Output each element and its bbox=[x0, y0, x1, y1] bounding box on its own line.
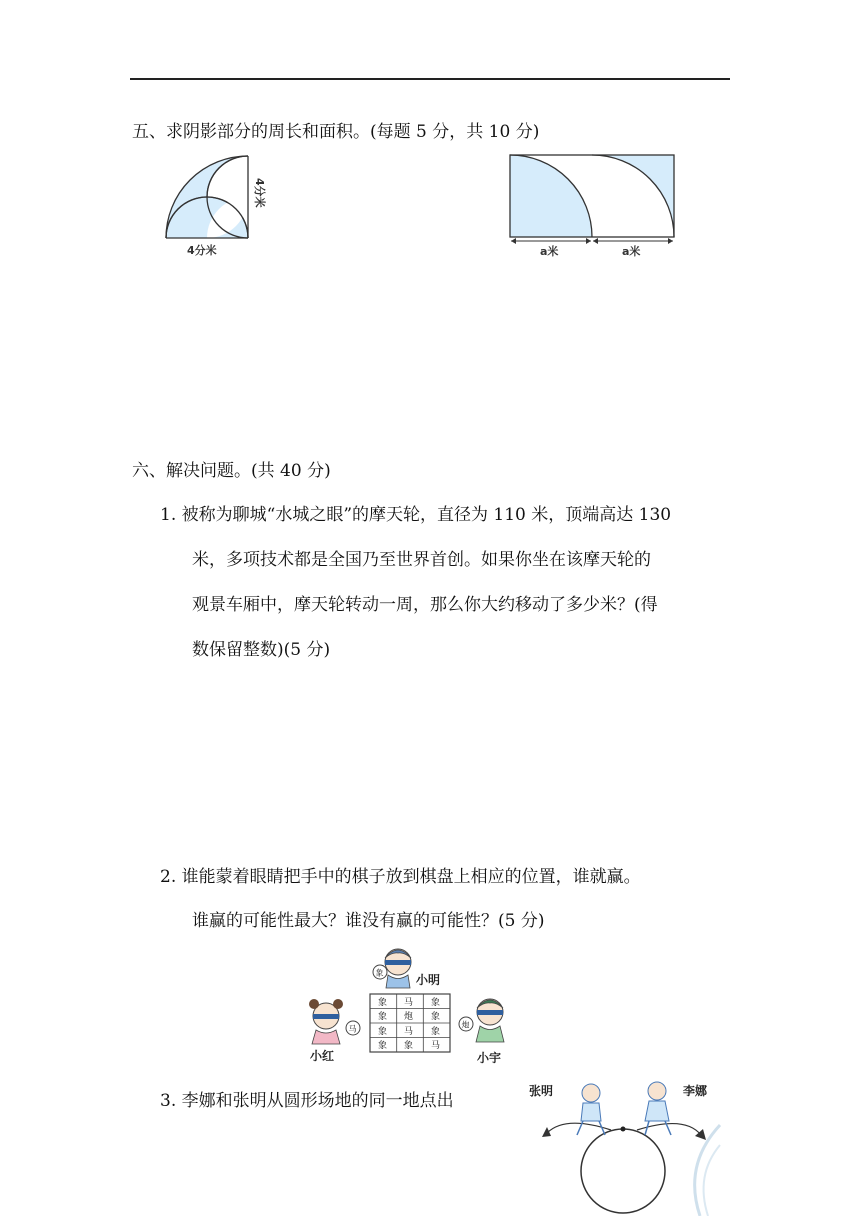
board-cell: 马 bbox=[404, 1027, 414, 1037]
board-cell: 象 bbox=[431, 1027, 441, 1037]
board-cell: 象 bbox=[431, 1012, 441, 1022]
board-cell: 象 bbox=[404, 1041, 414, 1051]
figure-1-shaded-quarter-circles bbox=[160, 150, 266, 260]
fig1-bottom-label: 4分米 bbox=[187, 244, 217, 257]
kid-xiaoming bbox=[373, 949, 440, 988]
field-circle bbox=[581, 1129, 665, 1213]
name-zhangming: 张明 bbox=[529, 1084, 554, 1098]
section-6-heading: 六、解决问题。(共 40 分) bbox=[132, 461, 331, 481]
q2-line-1: 2. 谁能蒙着眼睛把手中的棋子放到棋盘上相应的位置，谁就赢。 bbox=[160, 867, 641, 887]
top-rule bbox=[130, 78, 730, 80]
piece-right: 炮 bbox=[461, 1020, 470, 1030]
q1-line-1: 1. 被称为聊城“水城之眼”的摩天轮，直径为 110 米，顶端高达 130 bbox=[160, 505, 672, 525]
board-cell: 马 bbox=[404, 998, 414, 1008]
circular-field-illustration bbox=[525, 1075, 720, 1216]
kid-name-right: 小宇 bbox=[477, 1051, 502, 1065]
kid-xiaohong bbox=[309, 999, 360, 1063]
board-cell: 象 bbox=[378, 1041, 388, 1051]
q1-line-2: 米，多项技术都是全国乃至世界首创。如果你坐在该摩天轮的 bbox=[192, 550, 651, 570]
q1-line-4: 数保留整数)(5 分) bbox=[192, 640, 331, 660]
board-cell: 象 bbox=[378, 998, 388, 1008]
fig2-right-label: a米 bbox=[622, 245, 641, 258]
piece-left: 马 bbox=[348, 1024, 357, 1034]
name-lina: 李娜 bbox=[683, 1084, 708, 1098]
chess-game-illustration bbox=[300, 938, 520, 1073]
board-cell: 炮 bbox=[404, 1012, 414, 1022]
q1-line-3: 观景车厢中，摩天轮转动一周，那么你大约移动了多少米？(得 bbox=[192, 595, 658, 615]
fig2-left-label: a米 bbox=[540, 245, 559, 258]
kid-xiaoyu bbox=[459, 999, 504, 1065]
board-cell: 象 bbox=[431, 998, 441, 1008]
section-5-heading: 五、求阴影部分的周长和面积。(每题 5 分，共 10 分) bbox=[132, 122, 540, 142]
piece-top: 象 bbox=[375, 968, 384, 978]
q2-line-2: 谁赢的可能性最大？谁没有赢的可能性？(5 分) bbox=[192, 911, 545, 931]
board-cell: 象 bbox=[378, 1027, 388, 1037]
watermark-arc bbox=[695, 1125, 720, 1216]
start-point bbox=[621, 1127, 626, 1132]
board-cell: 象 bbox=[378, 1012, 388, 1022]
board-cell: 马 bbox=[431, 1041, 441, 1051]
kid-name-left: 小红 bbox=[310, 1049, 335, 1063]
chess-board bbox=[370, 994, 450, 1052]
figure-2-rectangle-arcs bbox=[505, 150, 680, 260]
q3-line-1: 3. 李娜和张明从圆形场地的同一地点出 bbox=[160, 1091, 454, 1111]
kid-name-top: 小明 bbox=[416, 973, 441, 987]
fig1-side-label: 4分米 bbox=[253, 178, 266, 208]
